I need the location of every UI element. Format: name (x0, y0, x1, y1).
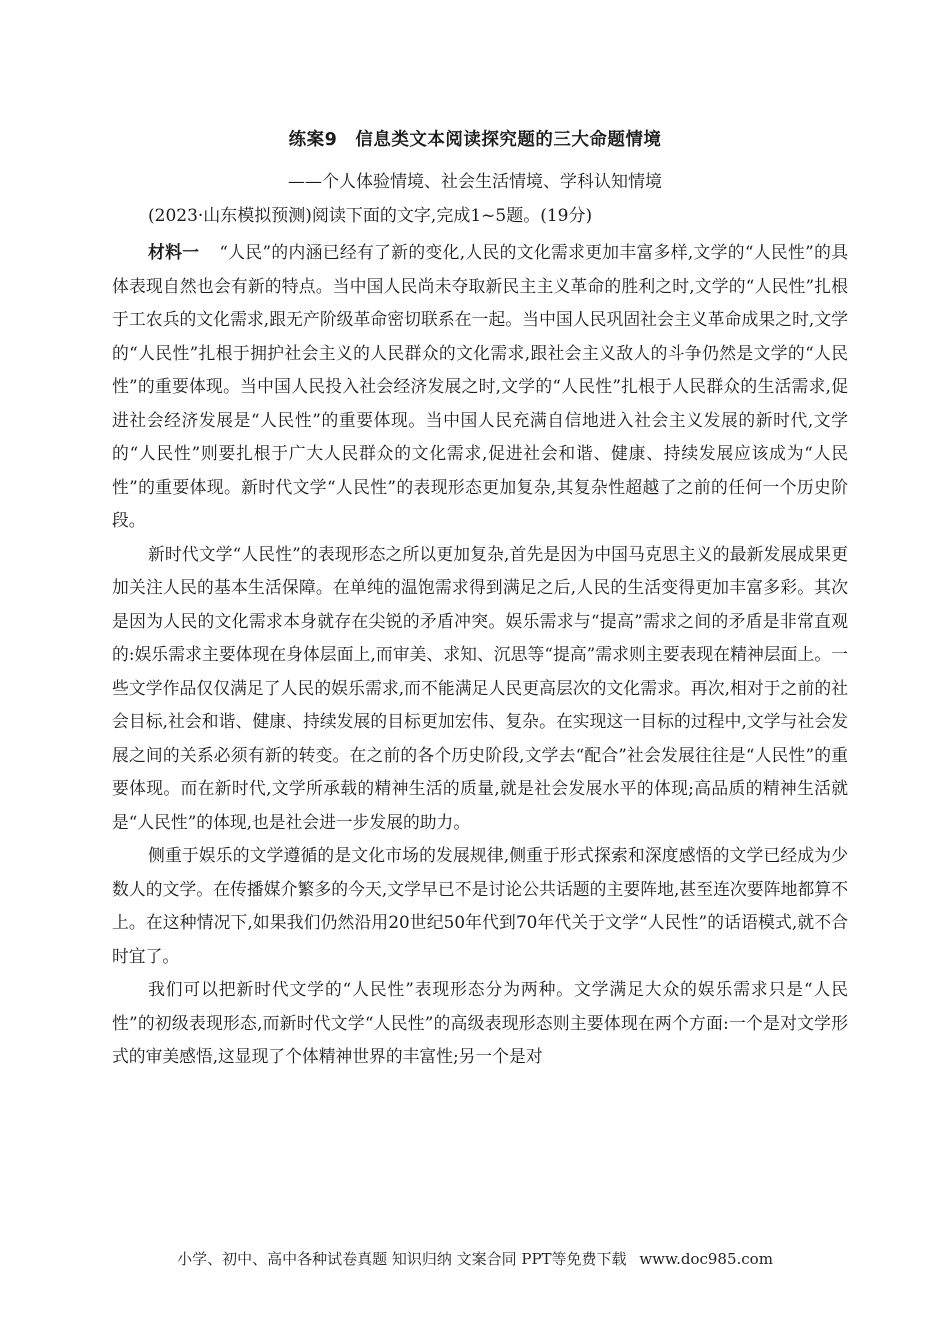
paragraph: 侧重于娱乐的文学遵循的是文化市场的发展规律,侧重于形式探索和深度感悟的文学已经成为少数人的文学。在传播媒介繁多的今天,文学早已不是讨论公共话题的主要阵地,甚至连次要阵地都算不上。在这种情况下,如果我们仍然沿用20世纪50年代到70年代关于文学“人民性”的话语模式,就不合时宜了。 (112, 845, 848, 966)
paragraph: 我们可以把新时代文学的“人民性”表现形态分为两种。文学满足大众的娱乐需求只是“人民性”的初级表现形态,而新时代文学“人民性”的高级表现形态则主要体现在两个方面:一个是对文学形式的审美感悟,这显现了个体精神世界的丰富性;另一个是对 (112, 979, 848, 1066)
page-subtitle: ——个人体验情境、社会生活情境、学科认知情境 (288, 172, 662, 192)
paragraph: 新时代文学“人民性”的表现形态之所以更加复杂,首先是因为中国马克思主义的最新发展成果更加关注人民的基本生活保障。在单纯的温饱需求得到满足之后,人民的生活变得更加丰富多彩。其次是因为人民的文化需求本身就存在尖锐的矛盾冲突。娱乐需求与“提高”需求之间的矛盾是非常直观的:娱乐需求主要体现在身体层面上,而审美、求知、沉思等“提高”需求则主要表现在精神层面上。一些文学作品仅仅满足了人民的娱乐需求,而不能满足人民更高层次的文化需求。再次,相对于之前的社会目标,社会和谐、健康、持续发展的目标更加宏伟、复杂。在实现这一目标的过程中,文学与社会发展之间的关系必须有新的转变。在之前的各个历史阶段,文学去“配合”社会发展往往是“人民性”的重要体现。而在新时代,文学所承载的精神生活的质量,就是社会发展水平的体现;高品质的精神生活就是“人民性”的体现,也是社会进一步发展的助力。 (112, 543, 848, 832)
page-title: 练案9 信息类文本阅读探究题的三大命题情境 (288, 130, 662, 150)
footer-text: 小学、初中、高中各种试卷真题 知识归纳 文案合同 PPT等免费下载 (177, 1250, 627, 1268)
footer-url: www.doc985.com (639, 1250, 773, 1268)
question-intro: (2023·山东模拟预测)阅读下面的文字,完成1~5题。(19分) (148, 206, 593, 226)
material-label: 材料一 (148, 242, 200, 262)
passage (112, 236, 848, 1074)
paragraph-text: “人民”的内涵已经有了新的变化,人民的文化需求更加丰富多样,文学的“人民性”的具体表现自然也会有新的特点。当中国人民尚未夺取新民主主义革命的胜利之时,文学的“人民性”扎根于工农兵的文化需求,跟无产阶级革命密切联系在一起。当中国人民巩固社会主义革命成果之时,文学的“人民性”扎根于拥护社会主义的人民群众的文化需求,跟社会主义敌人的斗争仍然是文学的“人民性”的重要体现。当中国人民投入社会经济发展之时,文学的“人民性”扎根于人民群众的生活需求,促进社会经济发展是“人民性”的重要体现。当中国人民充满自信地进入社会主义发展的新时代,文学的“人民性”则要扎根于广大人民群众的文化需求,促进社会和谐、健康、持续发展应该成为“人民性”的重要体现。新时代文学“人民性”的表现形态更加复杂,其复杂性超越了之前的任何一个历史阶段。 (112, 242, 848, 530)
paragraph (112, 236, 848, 538)
page-footer (0, 1248, 950, 1269)
